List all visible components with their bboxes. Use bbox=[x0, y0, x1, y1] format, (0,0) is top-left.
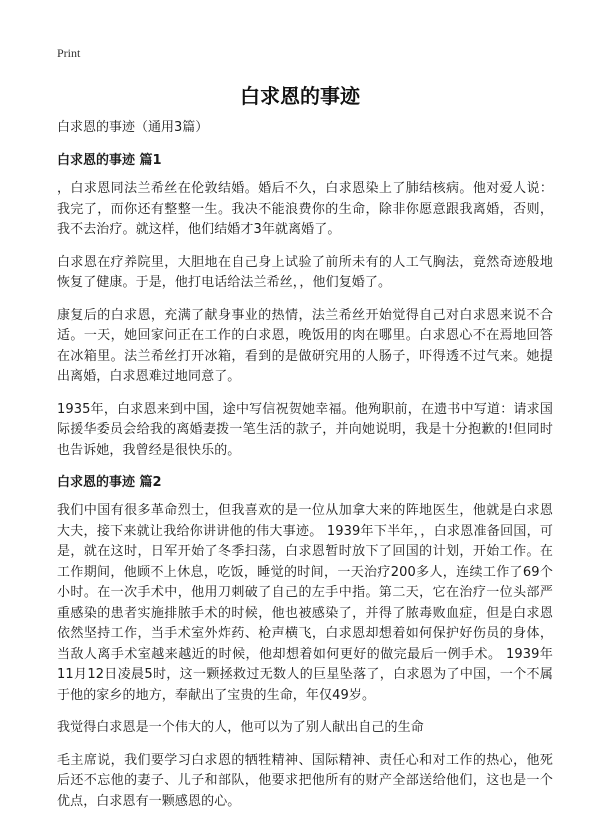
paragraph: 康复后的白求恩，充满了献身事业的热情，法兰希丝开始觉得自己对白求恩来说不合适。一天，她回家问正在工作的白求恩，晚饭用的肉在哪里。白求恩心不在焉地回答在冰箱里。法兰希丝打开冰箱，看到的是做研究用的人肠子，吓得透不过气来。她提出离婚，白求恩难过地同意了。 bbox=[57, 307, 553, 384]
paragraph: ，白求恩同法兰希丝在伦敦结婚。婚后不久，白求恩染上了肺结核病。他对爱人说：我完了，而你还有整整一生。我决不能浪费你的生命，除非你愿意跟我离婚，否则，我不去治疗。就这样，他们结婚才3年就离婚了。 bbox=[57, 181, 553, 237]
paragraph: 白求恩在疗养院里，大胆地在自己身上试验了前所未有的人工气胸法，竟然奇迹般地恢复了健康。于是，他打电话给法兰希丝，，他们复婚了。 bbox=[57, 254, 553, 290]
paragraph: 我们中国有很多革命烈士，但我喜欢的是一位从加拿大来的阵地医生，他就是白求恩大夫，接下来就让我给你讲讲他的伟大事迹。 1939年下半年，，白求恩准备回国，可是，就在这时，日军开始了冬季扫荡，白求恩暂时放下了回国的计划，开始工作。在工作期间，他顾不上休息，吃饭，睡觉的时间，一天治疗200多人，连续工作了69个小时。在一次手术中，他用刀刺破了自己的左手中指。第二天，它在治疗一位头部严重感染的患者实施排脓手术的时候，他也被感染了，并得了脓毒败血症，但是白求恩依然坚持工作，当手术室外炸药、枪声横飞，白求恩却想着如何保护好伤员的身体，当敌人离手术室越来越近的时候，他却想着如何更好的做完最后一例手术。 1939年11月12日凌晨5时，这一颗拯救过无数人的巨星坠落了，白求恩为了中国，一个不属于他的家乡的地方，奉献出了宝贵的生命，年仅49岁。 bbox=[57, 503, 553, 703]
section-1 bbox=[57, 151, 553, 461]
section-heading: 白求恩的事迹 篇1 bbox=[57, 153, 162, 168]
paragraph: 毛主席说，我们要学习白求恩的牺牲精神、国际精神、责任心和对工作的热心，他死后还不忘他的妻子、儿子和部队，他要求把他所有的财产全部送给他们，这也是一个优点，白求恩有一颗感恩的心。 bbox=[57, 752, 553, 809]
page-title: 白求恩的事迹 bbox=[240, 84, 360, 108]
document-body bbox=[57, 118, 553, 824]
paragraph: 我觉得白求恩是一个伟大的人，他可以为了别人献出自己的生命 bbox=[57, 720, 424, 735]
document-subtitle: 白求恩的事迹（通用3篇） bbox=[57, 120, 209, 135]
paragraph: 1935年，白求恩来到中国，途中写信祝贺她幸福。他殉职前，在遗书中写道：请求国际援华委员会给我的离婚妻拨一笔生活的款子，并向她说明，我是十分抱歉的!但同时也告诉她，我曾经是很快乐的。 bbox=[57, 401, 553, 458]
section-heading: 白求恩的事迹 篇2 bbox=[57, 475, 162, 490]
print-link[interactable]: Print bbox=[57, 46, 81, 60]
section-2 bbox=[57, 473, 553, 812]
